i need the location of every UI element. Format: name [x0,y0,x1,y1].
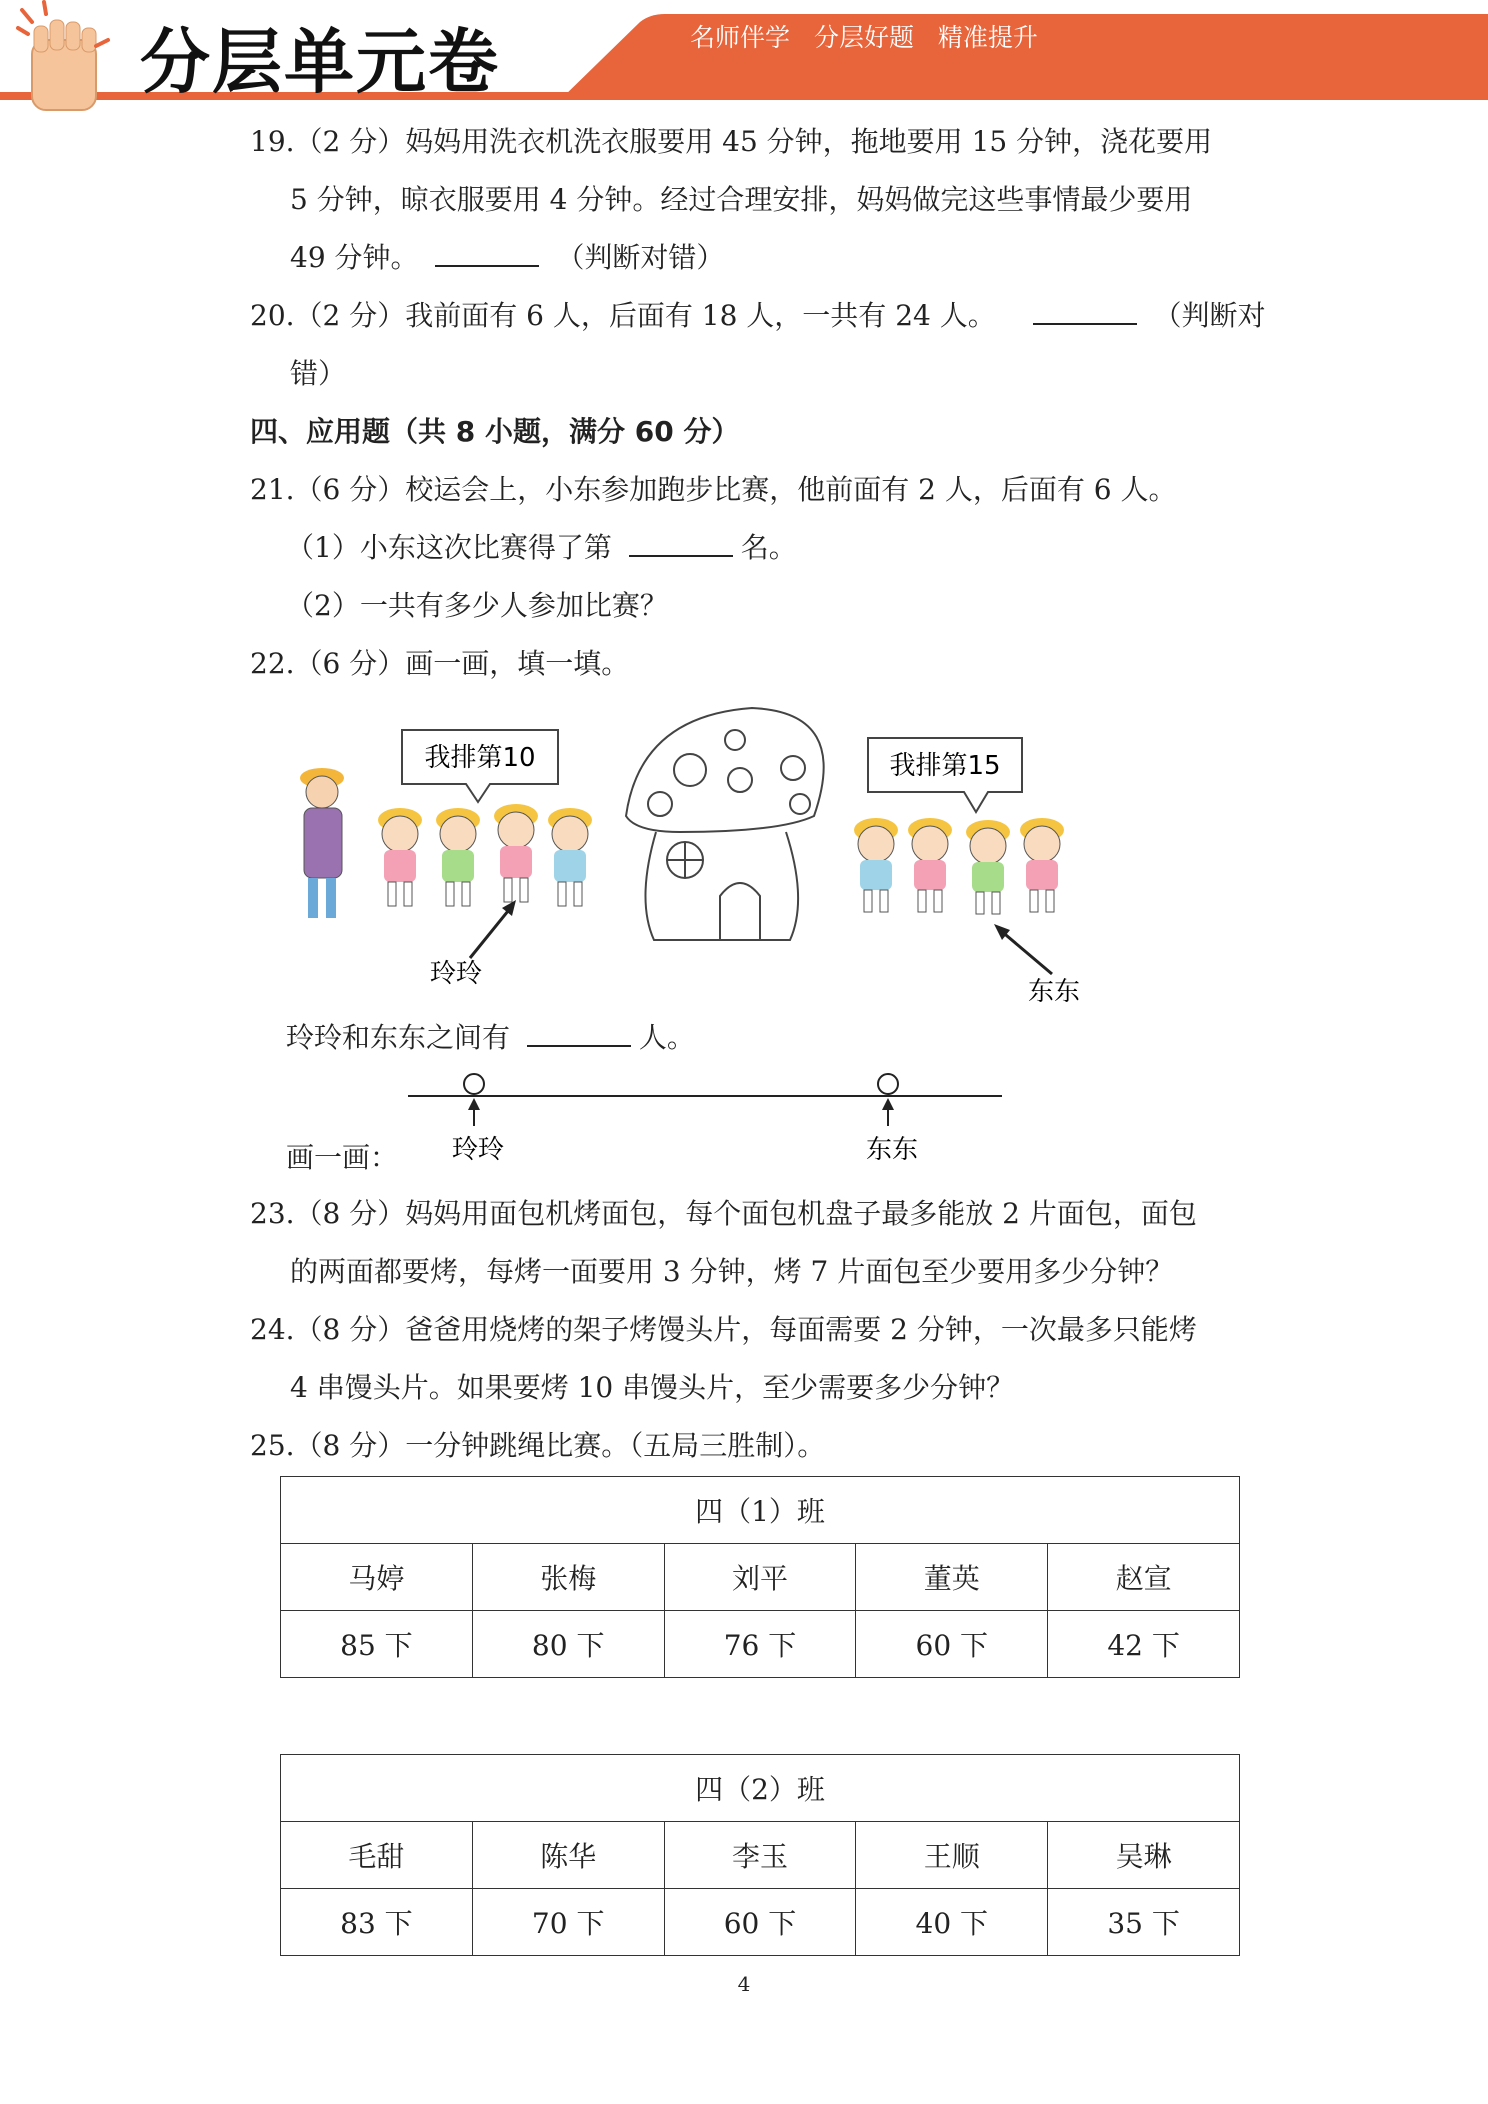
page-number: 4 [737,1972,751,1996]
q22-line1: 22.（6 分）画一画，填一填。 [250,647,630,680]
score-cell: 35 下 [1048,1889,1240,1956]
right-children [854,818,1064,914]
right-arrow-icon [994,924,1052,974]
q19-line3-pre: 49 分钟。 [290,241,419,274]
name-cell: 王顺 [856,1822,1048,1889]
name-cell: 董英 [856,1544,1048,1611]
q22-fill-post: 人。 [638,1021,695,1054]
left-speech-bubble [402,730,558,802]
q20-line1-pre: 20.（2 分）我前面有 6 人，后面有 18 人，一共有 24 人。 [250,299,996,332]
q20-line1 [250,296,1266,336]
q22-draw-label: 画一画： [286,1141,399,1174]
slogan: 名师伴学 分层好题 精准提升 [690,23,1038,52]
right-bubble-text: 我排第15 [889,751,1001,781]
right-speech-bubble [868,738,1022,812]
table-row [281,1611,1240,1678]
q19-line2: 5 分钟，晾衣服要用 4 分钟。经过合理安排，妈妈做完这些事情最少要用 [290,183,1193,216]
teacher-figure [300,768,344,918]
line-label-right: 东东 [866,1135,919,1165]
score-cell: 60 下 [664,1889,856,1956]
queue-illustration [280,700,1100,1010]
q21-sub1-pre: （1）小东这次比赛得了第 [286,531,612,564]
q20-answer-blank[interactable] [1033,297,1137,325]
score-cell: 60 下 [856,1611,1048,1678]
left-bubble-text: 我排第10 [424,743,536,773]
fist-logo-icon [4,0,134,120]
mushroom-house-icon [626,708,824,940]
left-arrow-icon [470,900,516,958]
name-cell: 赵宣 [1048,1544,1240,1611]
q23-line1: 23.（8 分）妈妈用面包机烤面包，每个面包机盘子最多能放 2 片面包，面包 [250,1197,1197,1230]
q19-line1: 19.（2 分）妈妈用洗衣机洗衣服要用 45 分钟，拖地要用 15 分钟，浇花要用 [250,125,1213,158]
q22-fill-line [286,1018,695,1058]
score-cell: 70 下 [472,1889,664,1956]
right-child-label: 东东 [1028,977,1081,1007]
q22-fill-pre: 玲玲和东东之间有 [286,1021,511,1054]
name-cell: 刘平 [664,1544,856,1611]
q19-answer-blank[interactable] [435,239,539,267]
name-cell: 吴琳 [1048,1822,1240,1889]
section-heading: 四、应用题（共 8 小题，满分 60 分） [250,415,740,448]
q25-line1: 25.（8 分）一分钟跳绳比赛。（五局三胜制）。 [250,1429,826,1462]
right-marker-icon [878,1074,898,1094]
number-line-drawing[interactable] [400,1068,1020,1168]
table-row [281,1822,1240,1889]
name-cell: 张梅 [472,1544,664,1611]
brand-title: 分层单元卷 [140,21,500,103]
q22-answer-blank[interactable] [527,1019,631,1047]
score-cell: 40 下 [856,1889,1048,1956]
q21-sub1-post: 名。 [740,531,797,564]
score-cell: 85 下 [281,1611,473,1678]
table-row [281,1544,1240,1611]
table-title: 四（2）班 [281,1755,1240,1822]
left-child-label: 玲玲 [430,959,483,989]
name-cell: 陈华 [472,1822,664,1889]
score-cell: 80 下 [472,1611,664,1678]
q20-line2: 错） [290,357,347,390]
line-label-left: 玲玲 [452,1135,505,1165]
name-cell: 马婷 [281,1544,473,1611]
score-cell: 76 下 [664,1611,856,1678]
score-cell: 42 下 [1048,1611,1240,1678]
q19-line3 [290,238,724,278]
q20-line1-post: （判断对 [1153,299,1266,332]
q24-line1: 24.（8 分）爸爸用烧烤的架子烤馒头片，每面需要 2 分钟，一次最多只能烤 [250,1313,1197,1346]
q21-sub1 [286,528,797,568]
score-cell: 83 下 [281,1889,473,1956]
class2-score-table [280,1754,1240,1956]
class1-score-table [280,1476,1240,1678]
q21-answer-blank[interactable] [629,529,733,557]
table-row [281,1889,1240,1956]
q23-line2: 的两面都要烤，每烤一面要用 3 分钟，烤 7 片面包至少要用多少分钟？ [290,1255,1174,1288]
q24-line2: 4 串馒头片。如果要烤 10 串馒头片，至少需要多少分钟？ [290,1371,1015,1404]
left-marker-icon [464,1074,484,1094]
table-title: 四（1）班 [281,1477,1240,1544]
name-cell: 李玉 [664,1822,856,1889]
name-cell: 毛甜 [281,1822,473,1889]
q21-sub2: （2）一共有多少人参加比赛？ [286,589,668,622]
q19-line3-post: （判断对错） [556,241,725,274]
q21-line1: 21.（6 分）校运会上，小东参加跑步比赛，他前面有 2 人，后面有 6 人。 [250,473,1177,506]
page-header [0,0,1488,120]
left-children [378,804,592,906]
